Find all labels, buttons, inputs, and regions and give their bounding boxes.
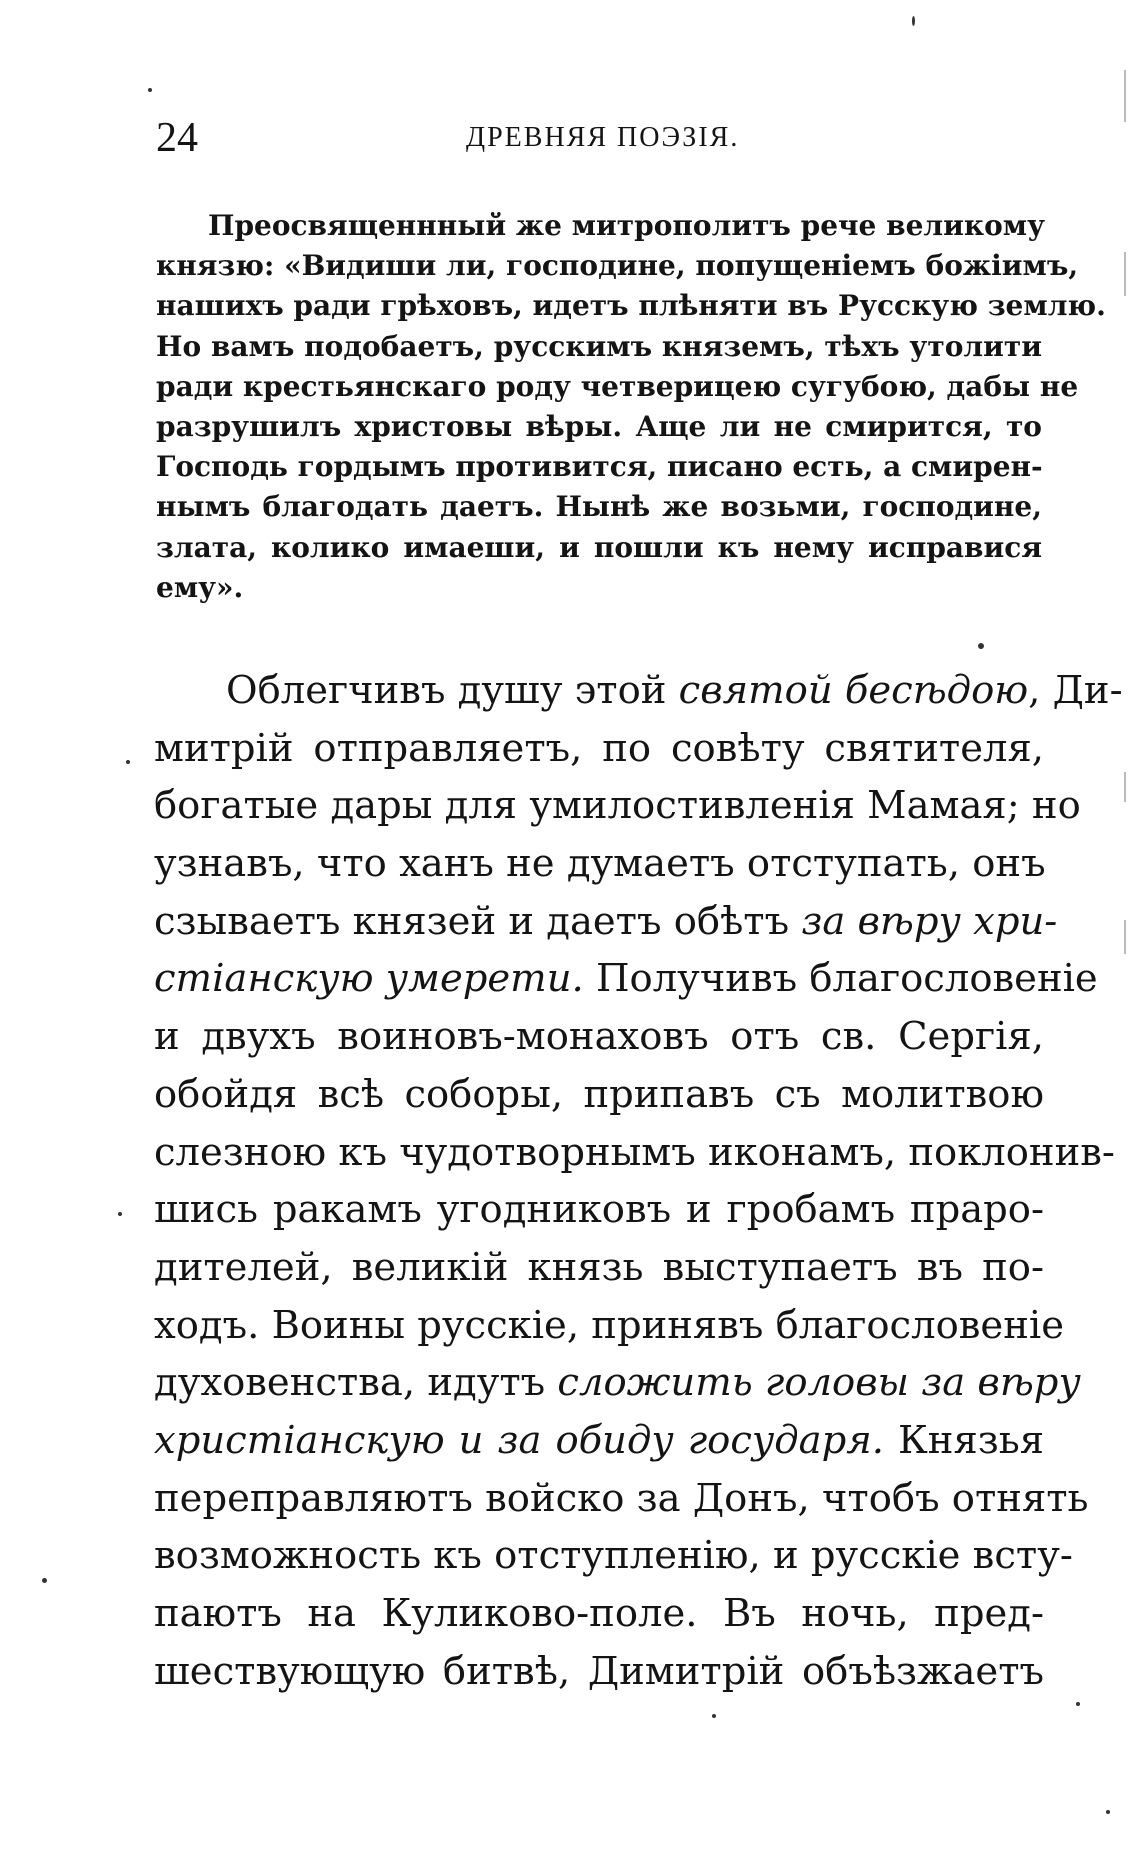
main-line: паютъ на Куликово-поле. Въ ночь, пред- <box>154 1591 1044 1636</box>
quote-line: нашихъ ради грѣховъ, идетъ плѣняти въ Русскую землю. <box>156 289 1106 323</box>
quote-line: Преосвященнный же митрополитъ рече великому <box>208 209 1046 242</box>
scan-speck <box>118 1212 122 1216</box>
text-run: сзываетъ князей и даетъ обѣтъ <box>154 898 802 944</box>
main-line: богатые дары для умилостивленія Мамая; но <box>154 783 1081 829</box>
page-number: 24 <box>156 115 198 161</box>
italic-run: сложить головы за вѣру <box>557 1360 1081 1406</box>
main-line <box>154 1354 1081 1412</box>
main-line: возможность къ отступленію, и русскіе всту- <box>154 1533 1073 1579</box>
scan-speck <box>1076 1702 1080 1706</box>
text-run: Князья <box>883 1417 1045 1463</box>
main-line <box>154 893 1058 951</box>
main-line <box>154 662 1123 720</box>
text-run: Облегчивъ душу этой <box>226 668 679 713</box>
scan-edge-mark <box>1124 252 1126 296</box>
scan-edge-mark <box>1124 70 1126 122</box>
scan-speck <box>126 760 130 764</box>
quote-line: Господь гордымъ противится, писано есть, а смирен- <box>156 450 1043 484</box>
main-line: слезною къ чудотворнымъ иконамъ, поклонив- <box>154 1129 1115 1175</box>
quote-line: Но вамъ подобаетъ, русскимъ княземъ, тѣхъ утолити <box>156 329 1042 363</box>
scan-speck <box>1106 1810 1110 1814</box>
text-run: , Ди- <box>1028 668 1123 713</box>
text-run: Получивъ благословеніе <box>583 956 1098 1002</box>
main-line: шествующую битвѣ, Димитрій объѣзжаетъ <box>154 1648 1044 1694</box>
scan-edge-mark <box>1124 772 1126 802</box>
quote-line: злата, колико имаеши, и пошли къ нему исправися <box>156 530 1042 564</box>
italic-run: за вѣру хри- <box>801 898 1058 944</box>
main-line: ходъ. Воины русскіе, принявъ благословеніе <box>154 1302 1064 1348</box>
scan-speck <box>912 16 915 26</box>
scan-edge-mark <box>1124 920 1126 954</box>
main-paragraph <box>154 662 1123 1700</box>
main-line: обойдя всѣ соборы, припавъ съ молитвою <box>154 1071 1044 1117</box>
italic-run: христіанскую и за обиду государя. <box>154 1417 884 1463</box>
text-run: духовенства, идутъ <box>154 1360 558 1406</box>
running-title: ДРЕВНЯЯ ПОЭЗІЯ. <box>466 122 740 153</box>
italic-run: святой бесѣдою <box>678 668 1029 713</box>
main-line <box>154 950 1098 1008</box>
main-line: шись ракамъ угодниковъ и гробамъ праро- <box>154 1187 1044 1233</box>
quote-block <box>156 206 1106 608</box>
scan-speck <box>148 88 152 92</box>
running-head <box>156 108 1042 168</box>
italic-run: стіанскую умерети. <box>154 956 584 1002</box>
quote-line: князю: «Видиши ли, господине, попущеніемъ божіимъ, <box>156 249 1079 283</box>
main-line: митрій отправляетъ, по совѣту святителя, <box>154 725 1044 771</box>
scan-speck <box>712 1714 716 1718</box>
quote-line: ему». <box>156 570 244 604</box>
quote-line: нымъ благодать даетъ. Нынѣ же возьми, господине, <box>156 490 1042 524</box>
main-line: переправляютъ войско за Донъ, чтобъ отнять <box>154 1475 1089 1521</box>
main-line <box>154 1412 1044 1470</box>
quote-line: ради крестьянскаго роду четверицею сугубою, дабы не <box>156 369 1079 403</box>
scan-speck <box>42 1578 47 1583</box>
main-line: и двухъ воиновъ-монаховъ отъ св. Сергія, <box>154 1014 1044 1060</box>
scan-speck <box>978 643 984 649</box>
main-line: узнавъ, что ханъ не думаетъ отступать, онъ <box>154 841 1046 887</box>
quote-line: разрушилъ христовы вѣры. Аще ли не смирится, то <box>156 409 1042 443</box>
main-line: дителей, великій князь выступаетъ въ по- <box>154 1244 1044 1290</box>
